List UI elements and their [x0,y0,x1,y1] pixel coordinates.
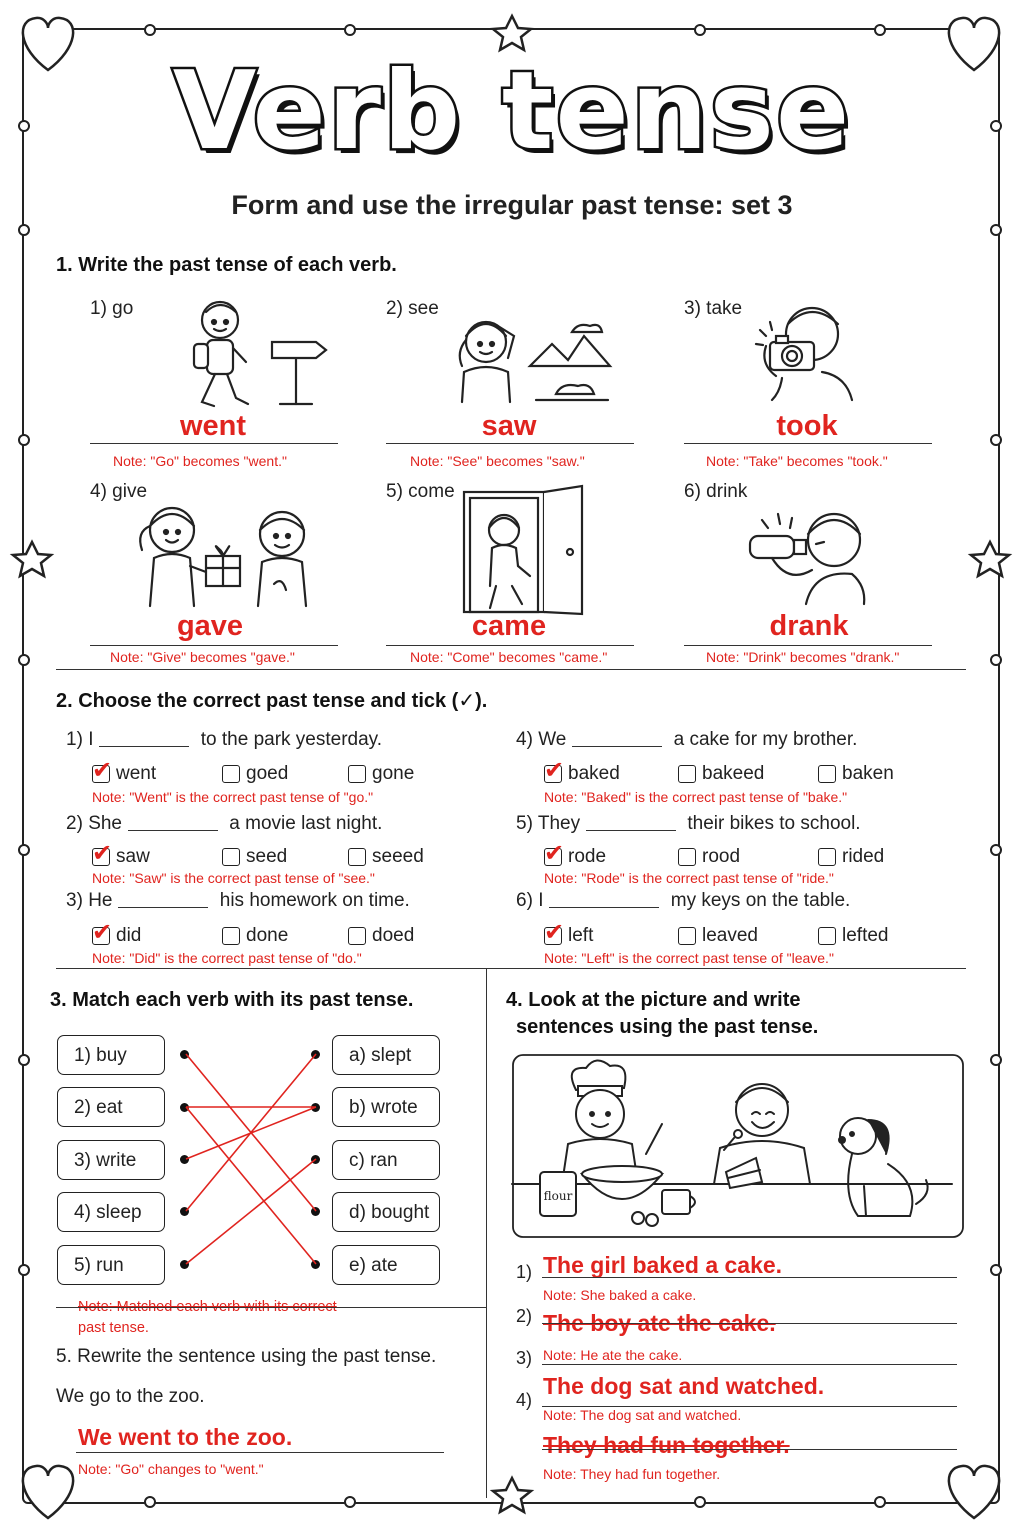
s1-item4-answer[interactable]: gave [176,610,244,642]
checkbox-icon[interactable] [818,927,836,945]
s2-item6-sentence [516,890,850,912]
s2-item3-num: 3) [66,890,83,911]
s3-note-line2: past tense. [78,1320,149,1336]
s1-item4-label: 4) give [90,481,148,502]
page-subtitle: Form and use the irregular past tense: set 3 [231,190,793,220]
s2-item5-after: their bikes to school. [687,813,861,834]
s2-item2-before: She [88,813,122,834]
s1-item6-note: Note: "Drink" becomes "drank." [706,649,900,665]
checkbox-icon[interactable] [348,927,366,945]
girl-door-icon [456,486,596,616]
s1-item5-line [386,645,634,646]
s1-item1-label: 1) go [90,298,134,319]
opt-label: done [246,925,289,946]
opt-label: rood [702,846,741,867]
s4-item2-answer[interactable]: The boy ate the cake. [543,1310,776,1336]
s2-item1-note: Note: "Went" is the correct past tense of "go." [92,789,374,805]
s2-item5-note: Note: "Rode" is the correct past tense of "ride." [544,870,834,886]
checkbox-icon[interactable] [348,765,366,783]
match-dot-left-5[interactable] [180,1260,189,1269]
s2-item2-num: 2) [66,813,83,834]
section1-heading: 1. Write the past tense of each verb. [56,254,397,276]
s2-item6-num: 6) [516,890,533,911]
match-dot-left-2[interactable] [180,1103,189,1112]
opt-label: baken [842,763,894,784]
opt-label: did [116,925,142,946]
opt-label: gone [372,763,415,784]
s1-item3-line [684,443,932,444]
s4-item3-note: Note: The dog sat and watched. [543,1407,742,1423]
checkbox-icon[interactable] [818,848,836,866]
opt-label: baked [568,763,620,784]
s4-item4-num: 4) [516,1390,533,1410]
s2-item1-opt2[interactable] [222,763,288,785]
s1-item2-line [386,443,634,444]
match-past-e[interactable]: e) ate [332,1245,440,1285]
s2-item1-blank[interactable] [99,729,189,747]
s1-item6-answer[interactable]: drank [769,610,849,642]
s2-item4-before: We [538,729,567,750]
s4-item2-line [542,1323,957,1324]
s2-item5-opt3[interactable] [818,846,884,868]
s2-item1-num: 1) [66,729,83,750]
boy-camera-icon [752,296,862,406]
s4-item2-num: 2) [516,1306,533,1326]
match-dot-right-c[interactable] [311,1155,320,1164]
s2-item2-opt3[interactable] [348,846,424,868]
s5-note: Note: "Go" changes to "went." [78,1461,264,1477]
s1-item4-note: Note: "Give" becomes "gave." [110,649,295,665]
opt-label: seeed [372,846,424,867]
s2-item2-after: a movie last night. [229,813,383,834]
s4-item3-num: 3) [516,1348,533,1368]
match-past-d[interactable]: d) bought [332,1192,440,1232]
s2-item6-opt3[interactable] [818,925,888,947]
s1-item2-label: 2) see [386,298,439,319]
checkbox-icon[interactable] [678,765,696,783]
s2-item2-sentence [66,813,382,835]
s4-item3-answer[interactable]: The dog sat and watched. [543,1373,825,1399]
match-verb-4[interactable]: 4) sleep [57,1192,165,1232]
s2-item3-opt1[interactable] [92,925,141,947]
s4-item3-topline [542,1364,957,1365]
s2-item4-sentence [516,729,857,751]
s4-item2-note: Note: He ate the cake. [543,1347,683,1363]
s2-item5-before: They [537,813,581,834]
opt-label: rided [842,846,885,867]
s2-item2-note: Note: "Saw" is the correct past tense of "see." [92,870,375,886]
girl-giving-gift-icon [124,500,324,610]
section3-divider [56,1307,486,1308]
s2-item6-blank[interactable] [549,890,659,908]
match-dot-right-e[interactable] [311,1260,320,1269]
s2-item1-opt3[interactable] [348,763,414,785]
s2-item5-blank[interactable] [586,813,676,831]
checkbox-icon[interactable] [818,765,836,783]
s2-item4-after: a cake for my brother. [673,729,858,750]
checkbox-icon[interactable] [348,848,366,866]
s2-item3-opt2[interactable] [222,925,288,947]
column-divider [486,968,487,1498]
s2-item3-blank[interactable] [118,890,208,908]
kitchen-scene-picture [512,1054,964,1238]
s2-item3-sentence [66,890,410,912]
s1-item6-line [684,645,932,646]
opt-label: goed [246,763,289,784]
opt-label: went [116,763,157,784]
s1-item1-line [90,443,338,444]
s2-item6-note: Note: "Left" is the correct past tense of "leave." [544,950,834,966]
opt-label: rode [568,846,607,867]
s2-item5-sentence [516,813,861,835]
s2-item1-opt1[interactable] [92,763,156,785]
match-past-b[interactable]: b) wrote [332,1087,440,1127]
checkbox-checked-icon[interactable] [544,927,562,945]
s4-item1-note: Note: She baked a cake. [543,1287,697,1303]
s5-prompt: We go to the zoo. [56,1386,205,1407]
s2-item2-opt1[interactable] [92,846,150,868]
match-past-c[interactable]: c) ran [332,1140,440,1180]
s2-item1-before: I [88,729,94,750]
checkbox-icon[interactable] [678,848,696,866]
s4-item4-line [542,1449,957,1450]
s2-item3-before: He [88,890,113,911]
s2-item2-blank[interactable] [128,813,218,831]
s5-answer[interactable]: We went to the zoo. [78,1424,293,1450]
s3-note-line1: Note: Matched each verb with its correct [78,1299,337,1315]
match-dot-right-d[interactable] [311,1207,320,1216]
s2-item1-after: to the park yesterday. [200,729,383,750]
s2-item4-note: Note: "Baked" is the correct past tense of "bake." [544,789,848,805]
s1-item5-note: Note: "Come" becomes "came." [410,649,608,665]
s2-item3-note: Note: "Did" is the correct past tense of "do." [92,950,362,966]
s1-item2-note: Note: "See" becomes "saw." [410,453,585,469]
match-dot-right-a[interactable] [311,1050,320,1059]
match-verb-3[interactable]: 3) write [57,1140,165,1180]
boy-walking-signpost-icon [180,298,330,418]
s2-item4-blank[interactable] [572,729,662,747]
s2-item2-opt2[interactable] [222,846,287,868]
s4-item4-note: Note: They had fun together. [543,1466,721,1482]
match-dot-left-1[interactable] [180,1050,189,1059]
section4-heading-2: sentences using the past tense. [516,1016,819,1038]
s2-item6-before: I [538,890,544,911]
match-verb-2[interactable]: 2) eat [57,1087,165,1127]
s4-item1-num: 1) [516,1262,533,1282]
opt-label: left [568,925,594,946]
s4-item1-answer[interactable]: The girl baked a cake. [543,1252,783,1278]
checkbox-icon[interactable] [222,927,240,945]
s2-item4-opt2[interactable] [678,763,764,785]
s2-item3-after: his homework on time. [219,890,410,911]
checkbox-checked-icon[interactable] [544,765,562,783]
s1-item5-label: 5) come [386,481,455,502]
match-dot-left-4[interactable] [180,1207,189,1216]
s4-item1-line [542,1277,957,1278]
s2-item6-opt1[interactable] [544,925,593,947]
checkbox-icon[interactable] [222,765,240,783]
section1-divider [56,669,966,670]
s1-item1-note: Note: "Go" becomes "went." [113,453,287,469]
boy-drinking-icon [742,500,882,610]
s5-answer-line [76,1452,444,1453]
checkbox-icon[interactable] [678,927,696,945]
opt-label: lefted [842,925,889,946]
s1-item5-answer[interactable]: came [471,610,547,642]
s2-item1-sentence [66,729,382,751]
s2-item3-opt3[interactable] [348,925,414,947]
s2-item5-num: 5) [516,813,533,834]
s2-item6-opt2[interactable] [678,925,758,947]
section2-divider [56,968,966,969]
s1-item3-label: 3) take [684,298,743,319]
match-dot-right-b[interactable] [311,1103,320,1112]
match-verb-5[interactable]: 5) run [57,1245,165,1285]
s1-item3-note: Note: "Take" becomes "took." [706,453,888,469]
section3-heading: 3. Match each verb with its past tense. [50,989,414,1011]
opt-label: leaved [702,925,758,946]
s1-item4-line [90,645,338,646]
match-past-a[interactable]: a) slept [332,1035,440,1075]
checkbox-checked-icon[interactable] [92,765,110,783]
checkbox-icon[interactable] [222,848,240,866]
s2-item4-opt3[interactable] [818,763,894,785]
section2-heading: 2. Choose the correct past tense and tick (✓). [56,690,488,712]
opt-label: bakeed [702,763,765,784]
opt-label: doed [372,925,415,946]
s1-item2-answer[interactable]: saw [481,410,537,442]
page-title: Verb tense [172,49,852,174]
match-dot-left-3[interactable] [180,1155,189,1164]
girl-looking-mountains-icon [432,306,622,406]
s4-item4-answer[interactable]: They had fun together. [543,1432,790,1458]
s2-item4-opt1[interactable] [544,763,620,785]
checkbox-checked-icon[interactable] [544,848,562,866]
checkbox-checked-icon[interactable] [92,848,110,866]
s2-item5-opt2[interactable] [678,846,740,868]
opt-label: seed [246,846,288,867]
s1-item6-label: 6) drink [684,481,748,502]
s2-item6-after: my keys on the table. [670,890,851,911]
s1-item1-answer[interactable]: went [179,410,247,442]
s1-item3-answer[interactable]: took [776,410,838,442]
checkbox-checked-icon[interactable] [92,927,110,945]
section4-heading-1: 4. Look at the picture and write [506,989,801,1011]
flour-jar-label: flour [543,1189,573,1203]
match-verb-1[interactable]: 1) buy [57,1035,165,1075]
section5-heading: 5. Rewrite the sentence using the past tense. [56,1346,437,1367]
opt-label: saw [116,846,150,867]
s2-item5-opt1[interactable] [544,846,606,868]
s2-item4-num: 4) [516,729,533,750]
